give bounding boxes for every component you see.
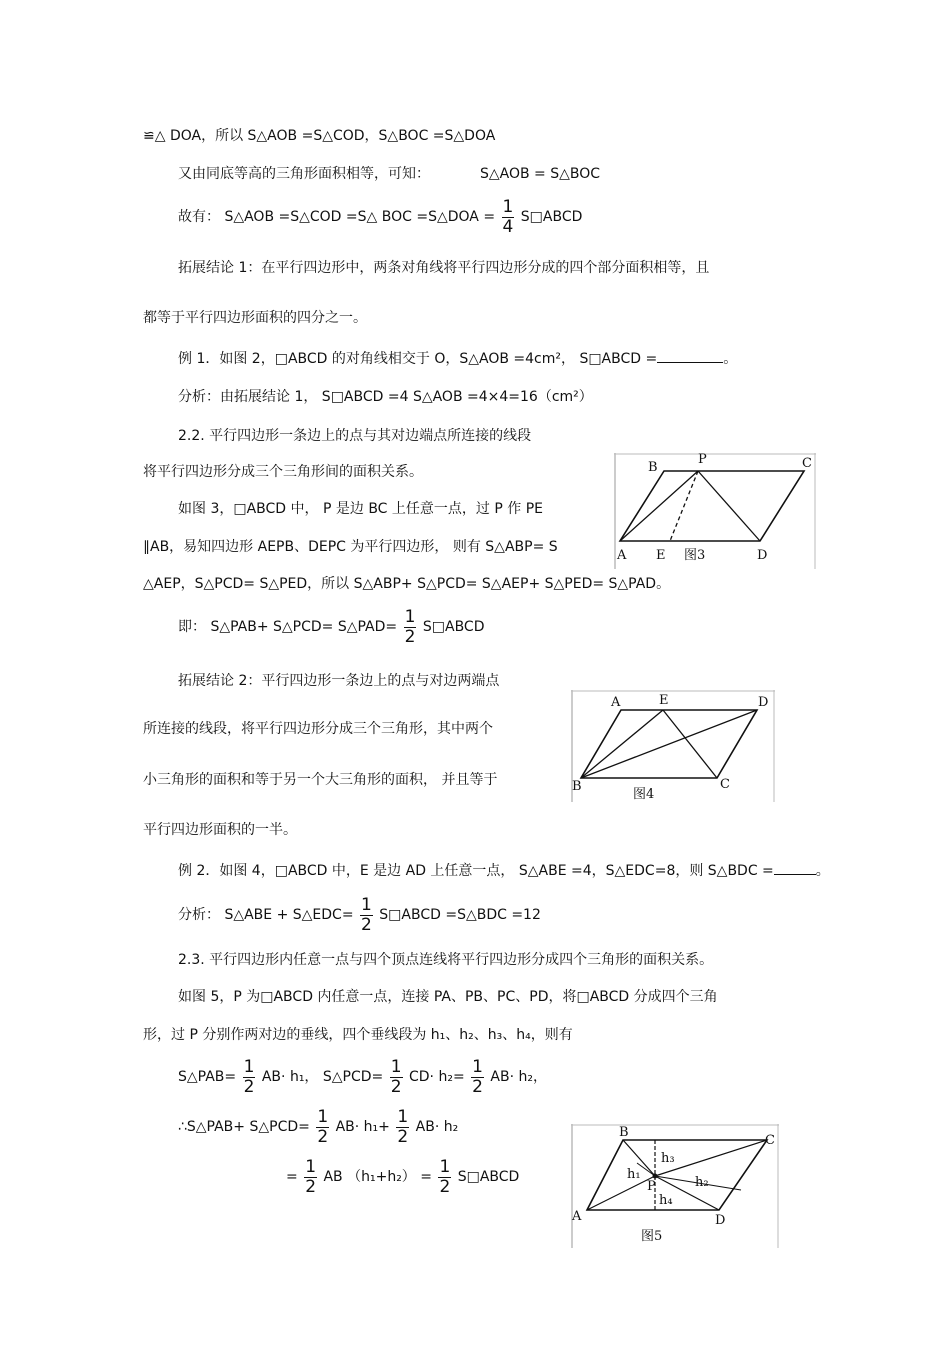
- label-A: A: [611, 695, 621, 710]
- answer-blank-1: [657, 362, 723, 363]
- fraction-half: [304, 1158, 317, 1197]
- line-2: 又由同底等高的三角形面积相等，可知：: [178, 166, 430, 182]
- line-23-b: AB· h₁， S△PCD=: [261, 1069, 384, 1085]
- fraction-num: 1: [404, 606, 416, 627]
- fraction-num: 1: [243, 1056, 255, 1077]
- line-3-tail: S□ABCD: [520, 209, 583, 225]
- label-B: B: [619, 1125, 629, 1140]
- line-21: 如图 5，P 为□ABCD 内任意一点，连接 PA、PB、PC、PD，将□ABCD 分成四个三角: [178, 989, 718, 1005]
- fraction-num: 1: [439, 1156, 451, 1177]
- line-13-text: 即： S△PAB+ S△PCD= S△PAD=: [178, 619, 398, 635]
- line-24-c: AB· h₂: [415, 1119, 459, 1135]
- line-17: 平行四边形面积的一半。: [143, 822, 297, 838]
- label-h3: h₃: [661, 1151, 675, 1166]
- line-6-tail: 。: [723, 351, 738, 367]
- fraction-num: 1: [317, 1106, 329, 1127]
- answer-blank-2: [774, 874, 816, 875]
- line-23-a: S△PAB=: [178, 1069, 237, 1085]
- line-23-d: AB· h₂，: [490, 1069, 547, 1085]
- line-12: △AEP，S△PCD= S△PED，所以 S△ABP+ S△PCD= S△AEP+ S△PED= S△PAD。: [143, 576, 671, 592]
- label-C: C: [802, 456, 812, 471]
- fraction-quarter: [502, 198, 515, 237]
- fraction-den: 2: [317, 1126, 329, 1147]
- fraction-half: [243, 1058, 256, 1097]
- fraction-num: 1: [397, 1106, 409, 1127]
- line-1: ≌△ DOA，所以 S△AOB =S△COD，S△BOC =S△DOA: [143, 128, 496, 144]
- line-18: [178, 862, 830, 880]
- fraction-half: [360, 896, 373, 935]
- figure-4: [571, 690, 775, 802]
- label-P: P: [698, 453, 707, 467]
- line-6: [178, 350, 737, 368]
- section-2-2-heading: 2.2. 平行四边形一条边上的点与其对边端点所连接的线段: [178, 428, 532, 444]
- line-25-b: AB （h₁+h₂） =: [323, 1169, 432, 1185]
- line-18-tail: 。: [815, 863, 830, 879]
- label-h2: h₂: [695, 1175, 709, 1190]
- line-23: [178, 1056, 547, 1098]
- line-4: 拓展结论 1：在平行四边形中，两条对角线将平行四边形分成的四个部分面积相等，且: [178, 260, 710, 276]
- fraction-den: 2: [439, 1176, 451, 1197]
- label-A: A: [617, 548, 627, 563]
- line-16: 小三角形的面积和等于另一个大三角形的面积， 并且等于: [143, 772, 498, 788]
- line-6-text: 例 1．如图 2，□ABCD 的对角线相交于 O，S△AOB =4cm²， S□ABCD =: [178, 351, 658, 367]
- line-24: [178, 1106, 458, 1148]
- line-19: [178, 894, 541, 936]
- line-25: [286, 1156, 519, 1198]
- label-E: E: [656, 548, 666, 563]
- label-A: A: [572, 1209, 582, 1224]
- label-C: C: [720, 777, 730, 792]
- fraction-num: 1: [390, 1056, 402, 1077]
- fraction-den: 2: [243, 1076, 255, 1097]
- fraction-half: [316, 1108, 329, 1147]
- line-15: 所连接的线段，将平行四边形分成三个三角形，其中两个: [143, 721, 493, 737]
- figure-caption: 图4: [633, 787, 655, 802]
- line-25-c: S□ABCD: [457, 1169, 520, 1185]
- label-P: P: [647, 1179, 656, 1194]
- fraction-num: 1: [502, 196, 514, 217]
- fraction-den: 2: [397, 1126, 409, 1147]
- label-E: E: [659, 693, 669, 708]
- label-h4: h₄: [659, 1193, 673, 1208]
- line-5: 都等于平行四边形面积的四分之一。: [143, 310, 367, 326]
- fraction-num: 1: [305, 1156, 317, 1177]
- line-9: 将平行四边形分成三个三角形间的面积关系。: [143, 464, 423, 480]
- figure-5: [571, 1124, 779, 1248]
- label-D: D: [758, 695, 769, 710]
- line-13: [178, 606, 484, 648]
- figure-caption: 图3: [684, 548, 706, 563]
- fraction-half: [404, 608, 417, 647]
- line-23-c: CD· h₂=: [409, 1069, 465, 1085]
- section-2-3-heading: 2.3. 平行四边形内任意一点与四个顶点连线将平行四边形分成四个三角形的面积关系。: [178, 952, 714, 968]
- fraction-half: [438, 1158, 451, 1197]
- line-11: ∥AB，易知四边形 AEPB、DEPC 为平行四边形， 则有 S△ABP= S: [143, 539, 558, 555]
- label-D: D: [757, 548, 768, 563]
- line-14: 拓展结论 2：平行四边形一条边上的点与对边两端点: [178, 673, 500, 689]
- line-10: 如图 3，□ABCD 中， P 是边 BC 上任意一点，过 P 作 PE: [178, 501, 543, 517]
- line-19-text: 分析： S△ABE + S△EDC=: [178, 907, 354, 923]
- fraction-den: 2: [404, 626, 416, 647]
- line-19-tail: S□ABCD =S△BDC =12: [379, 907, 541, 923]
- label-C: C: [765, 1133, 775, 1148]
- fraction-half: [396, 1108, 409, 1147]
- fraction-den: 2: [305, 1176, 317, 1197]
- line-2-formula: S△AOB = S△BOC: [480, 166, 601, 182]
- label-h1: h₁: [627, 1167, 641, 1182]
- line-22: 形，过 P 分别作两对边的垂线，四个垂线段为 h₁、h₂、h₃、h₄，则有: [143, 1027, 573, 1043]
- figure-caption: 图5: [641, 1229, 663, 1244]
- fraction-half: [390, 1058, 403, 1097]
- label-B: B: [648, 460, 658, 475]
- line-13-tail: S□ABCD: [422, 619, 485, 635]
- line-25-a: =: [286, 1169, 298, 1185]
- fraction-half: [471, 1058, 484, 1097]
- fraction-num: 1: [361, 894, 372, 915]
- fraction-den: 2: [361, 914, 372, 935]
- line-24-a: ∴S△PAB+ S△PCD=: [178, 1119, 310, 1135]
- fraction-num: 1: [472, 1056, 483, 1077]
- line-3-text: 故有： S△AOB =S△COD =S△ BOC =S△DOA =: [178, 209, 496, 225]
- fraction-den: 2: [472, 1076, 483, 1097]
- line-24-b: AB· h₁+: [335, 1119, 390, 1135]
- fraction-den: 2: [390, 1076, 402, 1097]
- line-18-text: 例 2．如图 4，□ABCD 中，E 是边 AD 上任意一点， S△ABE =4，S△EDC=8，则 S△BDC =: [178, 863, 774, 879]
- line-3: [178, 196, 582, 238]
- line-7: 分析：由拓展结论 1， S□ABCD =4 S△AOB =4×4=16（cm²）: [178, 389, 593, 405]
- fraction-den: 4: [502, 216, 514, 237]
- label-B: B: [572, 779, 582, 794]
- label-D: D: [715, 1213, 726, 1228]
- figure-3: [614, 453, 816, 569]
